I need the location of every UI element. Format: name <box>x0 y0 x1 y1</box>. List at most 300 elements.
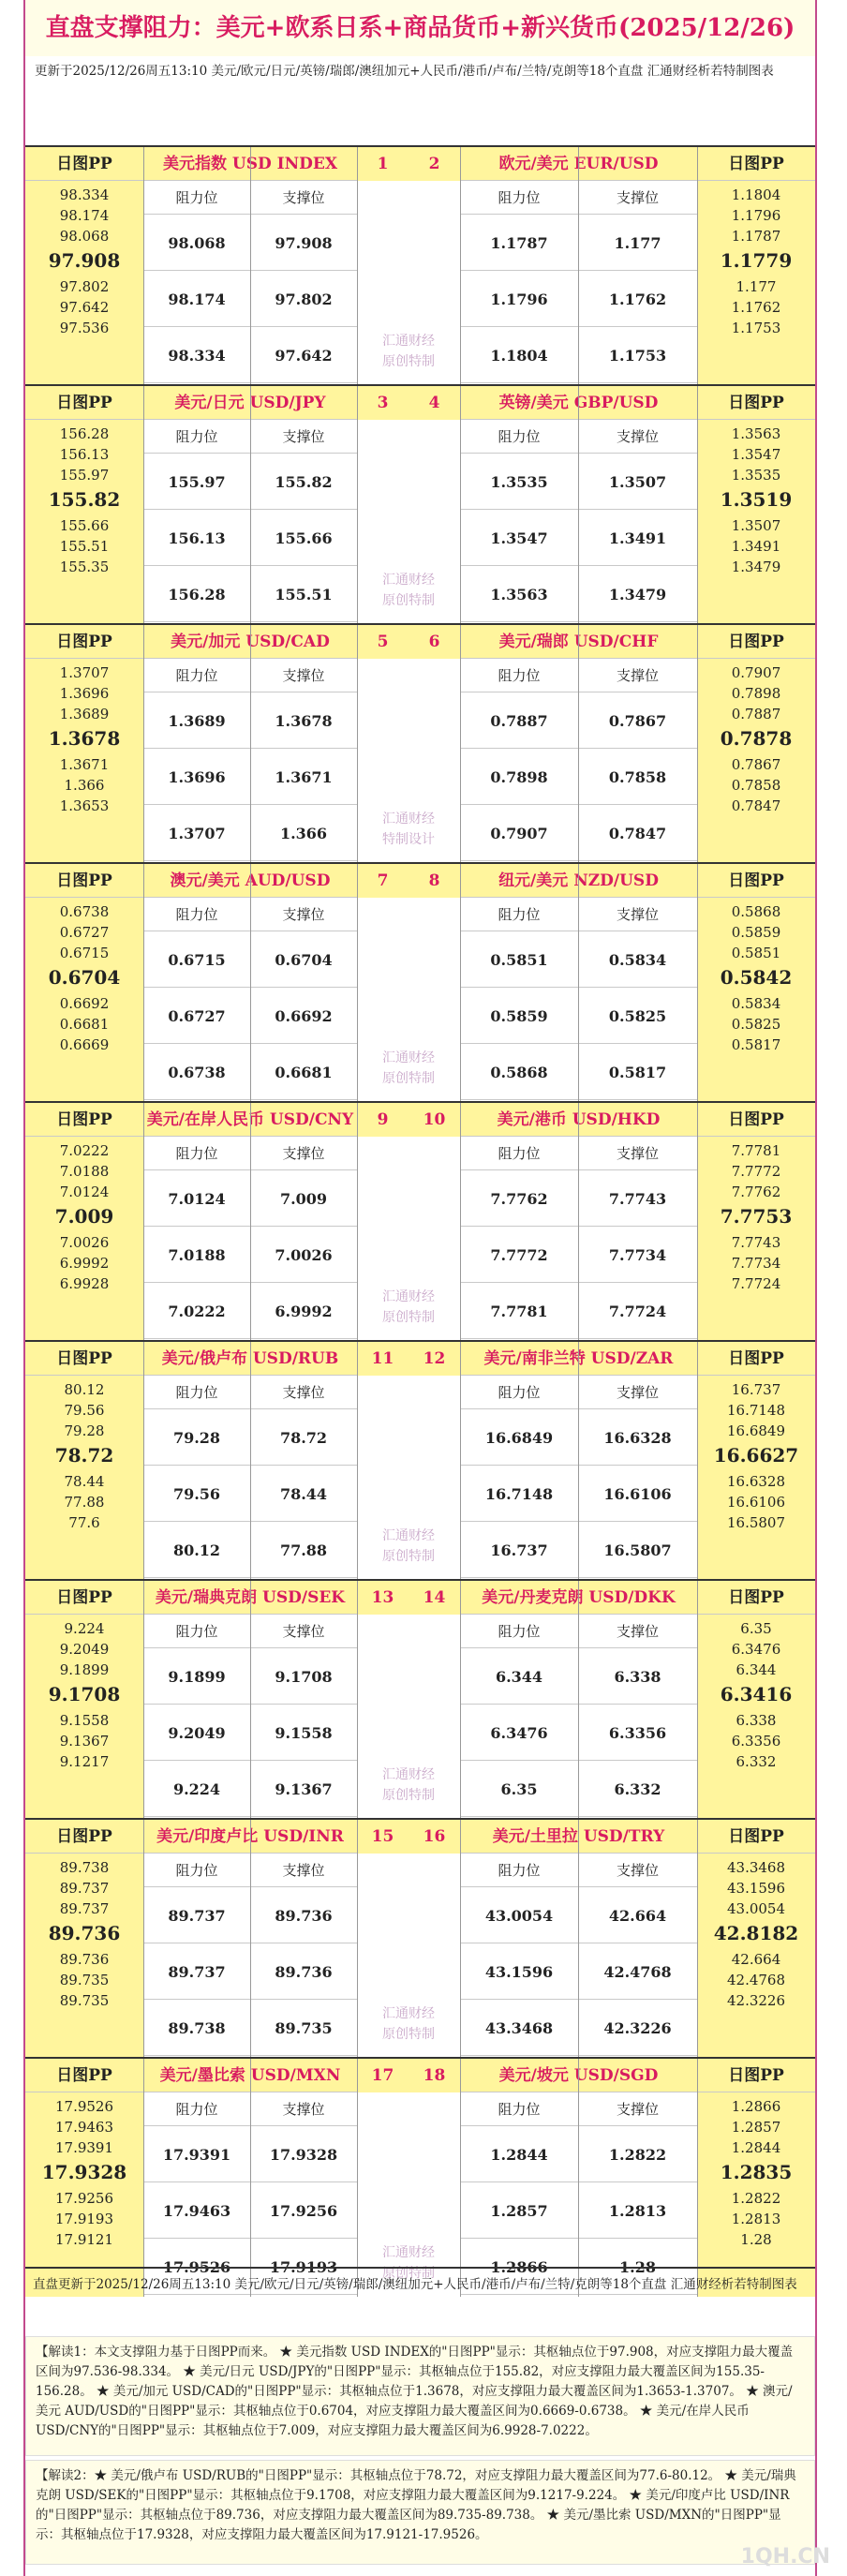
resistance-cell: 1.2857 <box>460 2184 578 2239</box>
pp-value: 42.8182 <box>713 1922 799 1944</box>
resistance-cell: 7.0222 <box>143 1285 250 1339</box>
pp-value: 42.664 <box>731 1951 781 1968</box>
resistance-cell: 0.5859 <box>460 990 578 1044</box>
right-pair-name: 美元/坡元 USD/SGD <box>460 2059 697 2092</box>
pp-value: 1.177 <box>736 278 777 295</box>
pp-value: 6.338 <box>736 1712 777 1729</box>
pp-value: 0.5817 <box>731 1036 781 1053</box>
grid-line <box>460 1820 461 2058</box>
pp-value: 0.7878 <box>720 727 793 750</box>
pp-value: 1.1796 <box>731 207 781 224</box>
grid-line <box>697 1342 698 1580</box>
pp-value: 98.334 <box>59 186 110 203</box>
right-support-header: 支撑位 <box>578 181 697 215</box>
support-cell: 1.3491 <box>578 512 697 566</box>
support-cell: 1.2813 <box>578 2184 697 2239</box>
left-resistance-header: 阻力位 <box>143 420 250 454</box>
pp-value: 0.5851 <box>731 945 781 961</box>
watermark-text <box>357 1048 460 1094</box>
resistance-cell: 7.0188 <box>143 1228 250 1283</box>
grid-line <box>460 147 461 385</box>
resistance-cell: 79.28 <box>143 1411 250 1466</box>
support-cell: 1.3479 <box>578 568 697 622</box>
left-resistance-header: 阻力位 <box>143 1376 250 1409</box>
watermark-line: 特制设计 <box>382 832 435 847</box>
pp-value: 156.28 <box>59 425 110 442</box>
pp-value: 6.344 <box>736 1661 777 1678</box>
left-pair-number: 11 <box>357 1342 409 1376</box>
support-cell: 1.366 <box>250 807 357 861</box>
support-cell: 1.3678 <box>250 694 357 749</box>
left-pp-header: 日图PP <box>25 1581 143 1615</box>
footer-text: 直盘更新于2025/12/26周五13:10 美元/欧元/日元/英镑/瑞郎/澳纽加元+人民币/港币/卢布/兰特/克朗等18个直盘 汇通财经析若特制图表 <box>25 2267 815 2332</box>
right-resistance-header: 阻力位 <box>460 420 578 454</box>
pp-value: 1.366 <box>64 777 105 794</box>
support-cell: 7.7734 <box>578 1228 697 1283</box>
pp-value: 6.3356 <box>731 1733 781 1750</box>
grid-line <box>578 1820 579 2058</box>
right-pair-number: 4 <box>409 386 460 420</box>
right-pair-name: 美元/南非兰特 USD/ZAR <box>460 1342 697 1376</box>
support-cell: 97.802 <box>250 273 357 327</box>
resistance-cell: 6.35 <box>460 1763 578 1817</box>
support-cell: 1.1762 <box>578 273 697 327</box>
left-pair-name: 美元/印度卢比 USD/INR <box>143 1820 357 1854</box>
support-cell: 6.3356 <box>578 1706 697 1761</box>
grid-line <box>143 625 144 863</box>
support-cell: 1.28 <box>578 2241 697 2295</box>
pp-value: 0.6692 <box>59 995 110 1012</box>
pp-value: 1.3491 <box>731 538 781 555</box>
watermark-line: 原创特制 <box>382 354 435 369</box>
pair-block <box>25 1579 815 1819</box>
grid-line <box>143 2059 144 2297</box>
grid-line <box>697 625 698 863</box>
pp-value: 1.3653 <box>59 797 110 814</box>
grid-line <box>143 864 144 1102</box>
support-cell: 16.5807 <box>578 1524 697 1578</box>
right-pair-number: 14 <box>409 1581 460 1615</box>
left-pp-header: 日图PP <box>25 625 143 659</box>
right-pp-header: 日图PP <box>697 625 815 659</box>
resistance-cell: 17.9391 <box>143 2128 250 2182</box>
pp-value: 7.0124 <box>59 1184 110 1200</box>
note-1: 【解读1：本文支撑阻力基于日图PP而来。 ★ 美元指数 USD INDEX的"日图PP"显示：其枢轴点位于97.908，对应支撑阻力最大覆盖区间为97.536-98.334。 ★ 美元/日元 USD/JPY的"日图PP"显示：其枢轴点位于155.82，对应支撑阻力最大覆盖区间为155.35-156.28。 ★ 美元/加元 USD/CAD的"日图PP"显示：其枢轴点位于1.3678，对应支撑阻力最大覆盖区间为1.3653-1.3707。 ★ 澳元/美元 AUD/USD的"日图PP"显示：其枢轴点位于0.6704，对应支撑阻力最大覆盖区间为0.6669-0.6738。 ★ 美元/在岸人民币 USD/CNY的"日图PP"显示：其枢轴点位于7.009，对应支撑阻力最大覆盖区间为6.9928-7.0222。 <box>25 2336 815 2456</box>
right-pair-name: 美元/土里拉 USD/TRY <box>460 1820 697 1854</box>
grid-line <box>250 2059 251 2297</box>
resistance-cell: 1.1787 <box>460 216 578 271</box>
pp-value: 7.7753 <box>720 1205 793 1228</box>
left-pair-name: 美元/墨比索 USD/MXN <box>143 2059 357 2092</box>
resistance-cell: 0.6715 <box>143 933 250 988</box>
grid-line <box>250 147 251 385</box>
grid-line <box>697 386 698 624</box>
resistance-cell: 1.2844 <box>460 2128 578 2182</box>
grid-line <box>578 1581 579 1819</box>
resistance-cell: 0.6727 <box>143 990 250 1044</box>
resistance-cell: 98.334 <box>143 329 250 383</box>
pp-value: 16.7148 <box>726 1402 786 1419</box>
support-cell: 97.908 <box>250 216 357 271</box>
grid-line <box>697 1103 698 1341</box>
left-pair-number: 15 <box>357 1820 409 1854</box>
left-support-header: 支撑位 <box>250 181 357 215</box>
pp-value: 1.3671 <box>59 756 110 773</box>
support-cell: 0.5817 <box>578 1046 697 1100</box>
grid-line <box>143 1103 144 1341</box>
support-cell: 0.6704 <box>250 933 357 988</box>
pp-value: 7.0026 <box>59 1234 110 1251</box>
pp-value: 0.5825 <box>731 1016 781 1033</box>
right-resistance-header: 阻力位 <box>460 2092 578 2126</box>
watermark-line: 汇通财经 <box>382 334 435 349</box>
watermark-line: 原创特制 <box>382 593 435 608</box>
pp-value: 155.97 <box>59 467 110 484</box>
note-2: 【解读2：★ 美元/俄卢布 USD/RUB的"日图PP"显示：其枢轴点位于78.72，对应支撑阻力最大覆盖区间为77.6-80.12。 ★ 美元/瑞典克朗 USD/SEK的"日图PP"显示：其枢轴点位于9.1708，对应支撑阻力最大覆盖区间为9.1217-9.224。 ★ 美元/印度卢比 USD/INR的"日图PP"显示：其枢轴点位于89.736，对应支撑阻力最大覆盖区间为89.735-89.738。 ★ 美元/墨比索 USD/MXN的"日图PP"显示：其枢轴点位于17.9328，对应支撑阻力最大覆盖区间为17.9121-17.9526。 <box>25 2460 815 2565</box>
support-cell: 155.51 <box>250 568 357 622</box>
watermark-text <box>357 570 460 617</box>
pp-value: 0.5834 <box>731 995 781 1012</box>
support-cell: 16.6106 <box>578 1467 697 1522</box>
pp-value: 9.1217 <box>59 1753 110 1770</box>
pp-value: 1.2866 <box>731 2098 781 2115</box>
pp-value: 0.6704 <box>48 966 121 989</box>
resistance-cell: 1.3563 <box>460 568 578 622</box>
pp-value: 1.1779 <box>720 249 793 272</box>
grid-line <box>578 147 579 385</box>
pp-value: 1.1762 <box>731 299 781 316</box>
resistance-cell: 0.5851 <box>460 933 578 988</box>
left-pair-name: 美元/俄卢布 USD/RUB <box>143 1342 357 1376</box>
right-pp-header: 日图PP <box>697 1342 815 1376</box>
resistance-cell: 1.1804 <box>460 329 578 383</box>
resistance-cell: 80.12 <box>143 1524 250 1578</box>
pp-value: 155.66 <box>59 517 110 534</box>
right-support-header: 支撑位 <box>578 898 697 931</box>
support-cell: 6.338 <box>578 1650 697 1705</box>
pp-value: 1.3535 <box>731 467 781 484</box>
pp-value: 42.3226 <box>726 1992 786 2009</box>
page-subtitle: 更新于2025/12/26周五13:10 美元/欧元/日元/英镑/瑞郎/澳纽加元+人民币/港币/卢布/兰特/克朗等18个直盘 汇通财经析若特制图表 <box>35 64 774 79</box>
watermark-line: 汇通财经 <box>382 1767 435 1782</box>
resistance-cell: 16.737 <box>460 1524 578 1578</box>
right-pp-header: 日图PP <box>697 2059 815 2092</box>
pair-block <box>25 623 815 863</box>
pp-value: 1.28 <box>740 2231 772 2248</box>
resistance-cell: 16.6849 <box>460 1411 578 1466</box>
resistance-cell: 98.174 <box>143 273 250 327</box>
pp-value: 42.4768 <box>726 1972 786 1988</box>
pp-value: 7.7743 <box>731 1234 781 1251</box>
support-cell: 42.3226 <box>578 2002 697 2056</box>
pp-value: 16.6328 <box>726 1473 786 1490</box>
support-cell: 42.664 <box>578 1889 697 1943</box>
pp-value: 97.908 <box>48 249 121 272</box>
grid-line <box>578 2059 579 2297</box>
support-cell: 9.1708 <box>250 1650 357 1705</box>
pp-value: 78.44 <box>64 1473 105 1490</box>
pp-value: 17.9328 <box>41 2161 127 2183</box>
pp-value: 1.3547 <box>731 446 781 463</box>
pp-value: 6.3416 <box>720 1683 793 1705</box>
support-cell: 9.1558 <box>250 1706 357 1761</box>
pp-value: 0.6738 <box>59 903 110 920</box>
left-pp-header: 日图PP <box>25 1342 143 1376</box>
right-pair-number: 6 <box>409 625 460 659</box>
resistance-cell: 1.3707 <box>143 807 250 861</box>
right-resistance-header: 阻力位 <box>460 181 578 215</box>
right-support-header: 支撑位 <box>578 1137 697 1170</box>
pp-value: 1.2844 <box>731 2139 781 2156</box>
left-resistance-header: 阻力位 <box>143 1615 250 1648</box>
pp-value: 1.3563 <box>731 425 781 442</box>
pp-value: 0.7907 <box>731 664 781 681</box>
resistance-cell: 17.9526 <box>143 2241 250 2295</box>
grid-line <box>697 147 698 385</box>
pp-value: 6.9992 <box>59 1255 110 1272</box>
right-resistance-header: 阻力位 <box>460 898 578 931</box>
pp-value: 0.7858 <box>731 777 781 794</box>
resistance-cell: 0.7887 <box>460 694 578 749</box>
grid-line <box>143 1820 144 2058</box>
left-pair-name: 澳元/美元 AUD/USD <box>143 864 357 898</box>
grid-line <box>143 1581 144 1819</box>
grid-line <box>578 1342 579 1580</box>
resistance-cell: 9.224 <box>143 1763 250 1817</box>
left-pp-header: 日图PP <box>25 1820 143 1854</box>
pp-value: 77.6 <box>68 1514 100 1531</box>
support-cell: 7.009 <box>250 1172 357 1227</box>
pp-value: 89.738 <box>59 1859 110 1876</box>
watermark-line: 汇通财经 <box>382 1050 435 1065</box>
pp-value: 89.735 <box>59 1992 110 2009</box>
pp-value: 7.7772 <box>731 1163 781 1180</box>
left-pair-number: 7 <box>357 864 409 898</box>
support-cell: 89.736 <box>250 1945 357 2000</box>
support-cell: 78.44 <box>250 1467 357 1522</box>
right-pp-header: 日图PP <box>697 386 815 420</box>
right-support-header: 支撑位 <box>578 420 697 454</box>
pp-value: 98.174 <box>59 207 110 224</box>
support-cell: 7.7724 <box>578 1285 697 1339</box>
watermark-line: 原创特制 <box>382 2027 435 2042</box>
grid-line <box>578 864 579 1102</box>
left-pp-header: 日图PP <box>25 386 143 420</box>
pp-value: 6.35 <box>740 1620 772 1637</box>
grid-line <box>143 1342 144 1580</box>
pp-value: 89.737 <box>59 1880 110 1897</box>
support-cell: 17.9256 <box>250 2184 357 2239</box>
resistance-cell: 1.3547 <box>460 512 578 566</box>
resistance-cell: 6.344 <box>460 1650 578 1705</box>
left-pair-number: 13 <box>357 1581 409 1615</box>
grid-line <box>250 864 251 1102</box>
pair-block <box>25 384 815 624</box>
left-support-header: 支撑位 <box>250 2092 357 2126</box>
pair-block <box>25 862 815 1102</box>
right-resistance-header: 阻力位 <box>460 1615 578 1648</box>
pp-value: 17.9121 <box>54 2231 114 2248</box>
pp-value: 9.224 <box>64 1620 105 1637</box>
pp-value: 79.28 <box>64 1422 105 1439</box>
watermark-line: 原创特制 <box>382 2266 435 2281</box>
support-cell: 0.7858 <box>578 751 697 805</box>
support-cell: 7.7743 <box>578 1172 697 1227</box>
grid-line <box>460 1581 461 1819</box>
right-resistance-header: 阻力位 <box>460 1854 578 1887</box>
resistance-cell: 7.7762 <box>460 1172 578 1227</box>
left-pair-name: 美元/瑞典克朗 USD/SEK <box>143 1581 357 1615</box>
left-support-header: 支撑位 <box>250 1615 357 1648</box>
grid-line <box>143 386 144 624</box>
resistance-cell: 0.5868 <box>460 1046 578 1100</box>
pp-value: 6.332 <box>736 1753 777 1770</box>
right-support-header: 支撑位 <box>578 659 697 692</box>
watermark-text <box>357 1764 460 1811</box>
right-pair-number: 18 <box>409 2059 460 2092</box>
watermark-line: 原创特制 <box>382 1549 435 1564</box>
pp-value: 43.3468 <box>726 1859 786 1876</box>
support-cell: 155.82 <box>250 455 357 510</box>
pp-value: 0.7887 <box>731 706 781 722</box>
left-support-header: 支撑位 <box>250 1137 357 1170</box>
support-cell: 89.735 <box>250 2002 357 2056</box>
watermark-line: 原创特制 <box>382 1071 435 1086</box>
resistance-cell: 9.2049 <box>143 1706 250 1761</box>
pp-value: 1.1804 <box>731 186 781 203</box>
pp-value: 89.737 <box>59 1900 110 1917</box>
grid-line <box>697 2059 698 2297</box>
pp-value: 1.1753 <box>731 320 781 336</box>
right-pair-name: 英镑/美元 GBP/USD <box>460 386 697 420</box>
watermark-text <box>357 1287 460 1333</box>
grid-line <box>460 1103 461 1341</box>
right-pair-number: 8 <box>409 864 460 898</box>
pp-value: 1.2835 <box>720 2161 793 2183</box>
left-pair-number: 5 <box>357 625 409 659</box>
pp-value: 7.7762 <box>731 1184 781 1200</box>
pp-value: 9.1558 <box>59 1712 110 1729</box>
pair-block <box>25 1818 815 2058</box>
support-cell: 89.736 <box>250 1889 357 1943</box>
resistance-cell: 0.7898 <box>460 751 578 805</box>
resistance-cell: 43.3468 <box>460 2002 578 2056</box>
grid-line <box>143 147 144 385</box>
pp-value: 17.9391 <box>54 2139 114 2156</box>
left-pair-number: 3 <box>357 386 409 420</box>
pp-value: 1.3696 <box>59 685 110 702</box>
pp-value: 0.7898 <box>731 685 781 702</box>
grid-line <box>250 1581 251 1819</box>
left-support-header: 支撑位 <box>250 420 357 454</box>
left-pair-number: 1 <box>357 147 409 181</box>
pp-value: 16.737 <box>731 1381 781 1398</box>
support-cell: 0.7847 <box>578 807 697 861</box>
resistance-cell: 43.1596 <box>460 1945 578 2000</box>
pp-value: 1.3689 <box>59 706 110 722</box>
pp-value: 1.2813 <box>731 2211 781 2227</box>
left-pp-header: 日图PP <box>25 147 143 181</box>
right-pair-name: 美元/港币 USD/HKD <box>460 1103 697 1137</box>
pp-value: 43.1596 <box>726 1880 786 1897</box>
grid-line <box>250 1820 251 2058</box>
pp-value: 80.12 <box>64 1381 105 1398</box>
resistance-cell: 156.28 <box>143 568 250 622</box>
right-pp-header: 日图PP <box>697 1820 815 1854</box>
watermark-line: 原创特制 <box>382 1310 435 1325</box>
support-cell: 0.5834 <box>578 933 697 988</box>
grid-line <box>250 1103 251 1341</box>
pp-value: 78.72 <box>54 1444 114 1467</box>
support-cell: 1.3507 <box>578 455 697 510</box>
pp-value: 9.1708 <box>48 1683 121 1705</box>
right-support-header: 支撑位 <box>578 1376 697 1409</box>
resistance-cell: 89.737 <box>143 1889 250 1943</box>
right-pair-name: 纽元/美元 NZD/USD <box>460 864 697 898</box>
support-cell: 1.2822 <box>578 2128 697 2182</box>
left-resistance-header: 阻力位 <box>143 898 250 931</box>
left-resistance-header: 阻力位 <box>143 2092 250 2126</box>
pp-value: 97.642 <box>59 299 110 316</box>
pp-value: 7.0188 <box>59 1163 110 1180</box>
pp-value: 0.6681 <box>59 1016 110 1033</box>
pp-value: 1.3519 <box>720 488 793 511</box>
resistance-cell: 16.7148 <box>460 1467 578 1522</box>
pair-block <box>25 2057 815 2297</box>
pp-value: 0.5859 <box>731 924 781 941</box>
pp-value: 16.5807 <box>726 1514 786 1531</box>
support-cell: 0.6692 <box>250 990 357 1044</box>
watermark-line: 汇通财经 <box>382 1289 435 1304</box>
support-cell: 17.9193 <box>250 2241 357 2295</box>
left-resistance-header: 阻力位 <box>143 659 250 692</box>
left-support-header: 支撑位 <box>250 1854 357 1887</box>
pp-value: 9.2049 <box>59 1641 110 1658</box>
pair-block <box>25 145 815 385</box>
pp-value: 6.9928 <box>59 1275 110 1292</box>
right-pair-number: 2 <box>409 147 460 181</box>
pp-value: 0.6727 <box>59 924 110 941</box>
pp-value: 16.6627 <box>713 1444 799 1467</box>
pp-value: 155.82 <box>48 488 121 511</box>
support-cell: 0.6681 <box>250 1046 357 1100</box>
support-cell: 17.9328 <box>250 2128 357 2182</box>
left-pair-number: 17 <box>357 2059 409 2092</box>
pp-value: 1.2857 <box>731 2119 781 2136</box>
page-title: 直盘支撑阻力：美元+欧系日系+商品货币+新兴货币(2025/12/26) <box>25 0 815 56</box>
support-cell: 0.5825 <box>578 990 697 1044</box>
watermark-line: 汇通财经 <box>382 2006 435 2021</box>
left-pp-header: 日图PP <box>25 864 143 898</box>
pp-value: 1.3678 <box>48 727 121 750</box>
pp-value: 17.9526 <box>54 2098 114 2115</box>
pp-value: 9.1367 <box>59 1733 110 1750</box>
grid-line <box>250 386 251 624</box>
support-cell: 42.4768 <box>578 1945 697 2000</box>
grid-line <box>460 864 461 1102</box>
watermark-line: 汇通财经 <box>382 812 435 826</box>
pair-block <box>25 1101 815 1341</box>
pp-value: 98.068 <box>59 228 110 245</box>
grid-line <box>460 2059 461 2297</box>
left-pair-number: 9 <box>357 1103 409 1137</box>
resistance-cell: 43.0054 <box>460 1889 578 1943</box>
resistance-cell: 155.97 <box>143 455 250 510</box>
resistance-cell: 7.7781 <box>460 1285 578 1339</box>
support-cell: 16.6328 <box>578 1411 697 1466</box>
pp-value: 7.0222 <box>59 1142 110 1159</box>
right-pair-name: 美元/丹麦克朗 USD/DKK <box>460 1581 697 1615</box>
